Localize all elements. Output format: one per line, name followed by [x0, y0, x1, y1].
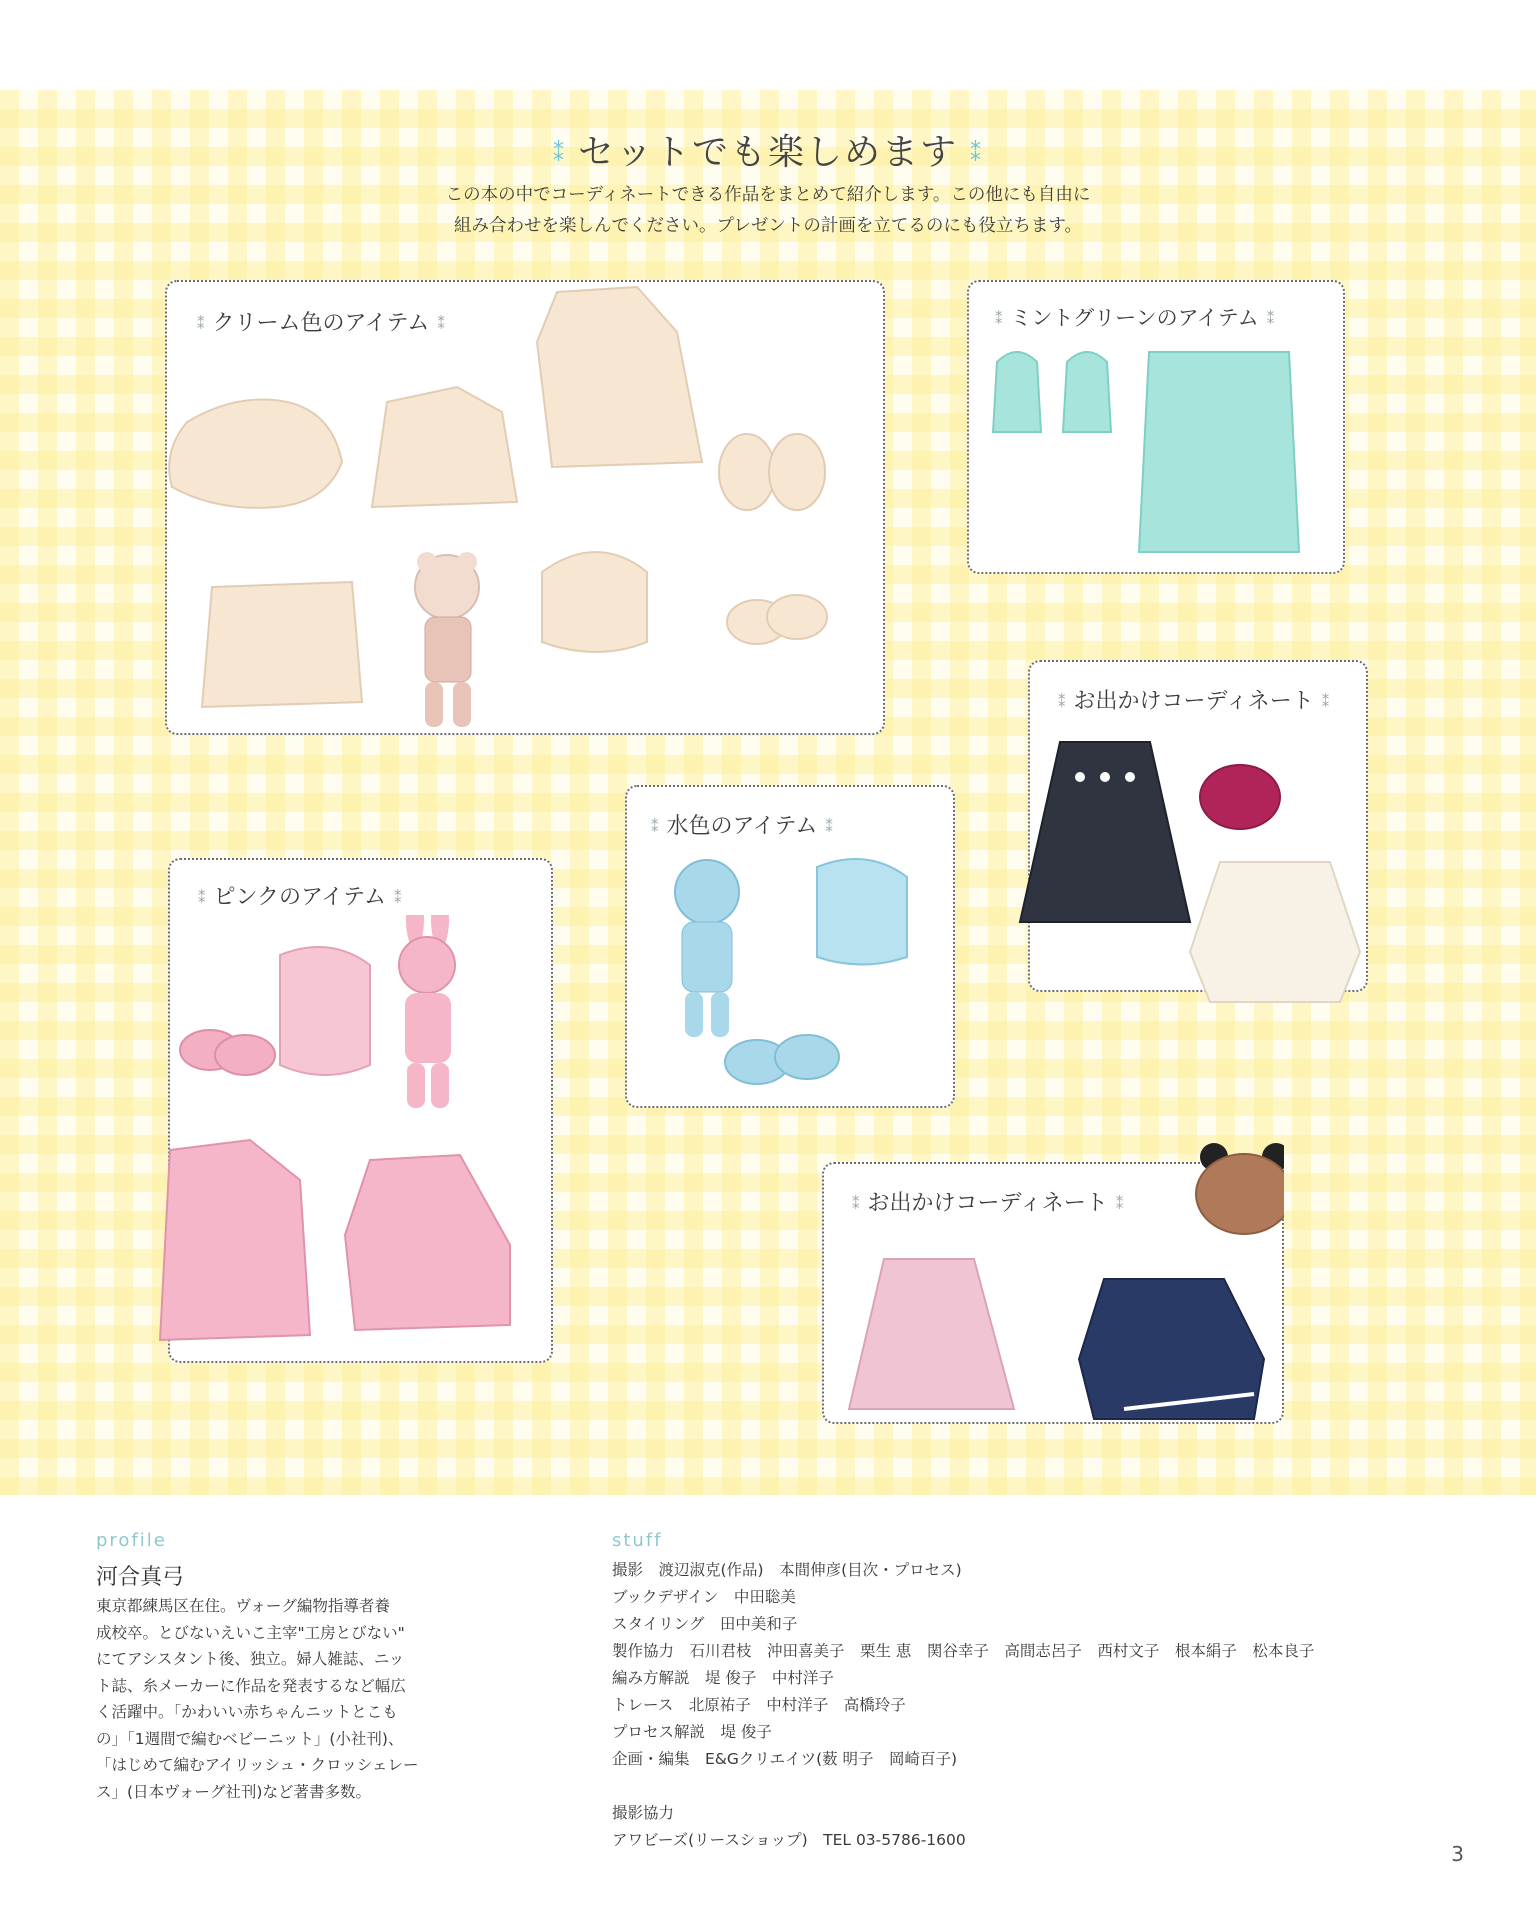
panel-pink-items	[168, 858, 553, 1363]
profile-body	[96, 1593, 441, 1805]
sparkle-icon: ⁑	[1321, 693, 1330, 711]
bunny-toy	[399, 915, 455, 1108]
outing2-items-illustration	[824, 1139, 1284, 1424]
aqua-booties	[775, 1035, 839, 1079]
page-title	[0, 124, 1536, 175]
sparkle-icon: ⁑	[393, 889, 402, 907]
sparkle-icon: ⁑	[1115, 1195, 1124, 1213]
cream-cardigan	[1190, 862, 1360, 1002]
intro-line: 組み合わせを楽しんでください。プレゼントの計画を立てるのにも役立ちます。	[454, 216, 1082, 236]
mint-mitten	[1063, 352, 1111, 432]
pink-jumper-dress	[849, 1259, 1014, 1409]
page-number: 3	[1451, 1842, 1464, 1866]
cream-booties	[767, 595, 827, 639]
bear-toy	[415, 552, 479, 727]
sparkle-icon: ⁑	[552, 141, 566, 167]
intro-text	[0, 180, 1536, 242]
stuff-heading: stuff	[612, 1530, 663, 1551]
profile-line: く活躍中。「かわいい赤ちゃんニットとこも	[96, 1703, 398, 1721]
profile-line: 東京都練馬区在住。ヴォーグ編物指導者養	[96, 1597, 390, 1615]
panel-outing-coordinate-1	[1028, 660, 1368, 992]
panel-title	[987, 302, 1282, 332]
credit-line: 企画・編集 E&Gクリエイツ(薮 明子 岡崎百子)	[612, 1750, 958, 1768]
credit-line: 製作協力 石川君枝 沖田喜美子 栗生 恵 関谷幸子 高間志呂子 西村文子 根本絹子 松本良子	[612, 1642, 1315, 1660]
profile-line: ト誌、糸メーカーに作品を発表するなど幅広	[96, 1676, 406, 1695]
cat-toy	[675, 860, 739, 1037]
cream-bonnet	[542, 552, 647, 652]
sparkle-icon: ⁑	[198, 889, 206, 907]
panel-cream-items	[165, 280, 885, 735]
credit-line	[612, 1773, 1492, 1800]
credit-line: 撮影 渡辺淑克(作品) 本間伸彦(目次・プロセス)	[612, 1561, 962, 1579]
sparkle-icon: ⁑	[437, 315, 445, 333]
panel-title-text: お出かけコーディネート	[867, 1191, 1108, 1216]
panel-title-text: ピンクのアイテム	[213, 885, 386, 910]
mint-vest	[1139, 352, 1299, 552]
credit-line: ブックデザイン 中田聡美	[612, 1588, 796, 1606]
profile-line: の」「1週間で編むベビーニット」(小社刊)、	[96, 1729, 404, 1748]
cream-capelet	[169, 400, 342, 508]
pink-dress	[345, 1155, 510, 1330]
panel-title-text: ミントグリーンのアイテム	[1010, 306, 1259, 330]
profile-line: にてアシスタント後、独立。婦人雑誌、ニッ	[96, 1650, 405, 1668]
sparkle-icon: ⁑	[651, 818, 659, 836]
panel-title	[190, 880, 409, 911]
panel-title	[1050, 684, 1337, 715]
panel-title-text: お出かけコーディネート	[1073, 689, 1314, 714]
credit-line: 編み方解説 堤 俊子 中村洋子	[612, 1669, 834, 1687]
pink-bonnet	[280, 947, 370, 1075]
credit-line: アワビーズ(リースショップ) TEL 03-5786-1600	[612, 1831, 966, 1849]
mint-mitten	[993, 352, 1041, 432]
aqua-bonnet	[817, 859, 907, 965]
profile-heading: profile	[96, 1530, 167, 1551]
sparkle-icon: ⁑	[852, 1195, 860, 1213]
panel-title-text: クリーム色のアイテム	[212, 311, 430, 336]
navy-dress	[1020, 742, 1190, 922]
outing1-items-illustration	[990, 722, 1410, 1022]
cream-items-illustration	[157, 272, 897, 742]
stuff-credits	[612, 1557, 1492, 1854]
pink-items-illustration	[130, 915, 570, 1385]
mint-items-illustration	[969, 342, 1347, 572]
credit-line: スタイリング 田中美和子	[612, 1615, 798, 1633]
profile-line: 「はじめて編むアイリッシュ・クロッシェレー	[96, 1756, 419, 1774]
cream-gown	[537, 287, 702, 467]
sparkle-icon: ⁑	[1266, 310, 1275, 328]
sparkle-icon: ⁑	[995, 310, 1003, 328]
sparkle-icon: ⁑	[1058, 693, 1066, 711]
bear-ear-hat	[1196, 1143, 1284, 1234]
credit-line: 撮影協力	[612, 1804, 675, 1822]
cream-mittens	[719, 434, 775, 510]
sparkle-icon: ⁑	[970, 141, 983, 167]
cream-dress	[372, 387, 517, 507]
credit-line: プロセス解説 堤 俊子	[612, 1723, 772, 1741]
berry-hat	[1200, 765, 1280, 829]
panel-title-text: 水色のアイテム	[666, 814, 818, 839]
intro-line: この本の中でコーディネートできる作品をまとめて紹介します。この他にも自由に	[445, 185, 1091, 205]
title-text: セットでも楽しめます	[577, 132, 958, 173]
sparkle-icon: ⁑	[197, 315, 205, 333]
panel-aqua-items	[625, 785, 955, 1108]
profile-name: 河合真弓	[96, 1565, 185, 1590]
credit-line: トレース 北原祐子 中村洋子 高橋玲子	[612, 1696, 906, 1714]
pink-gown	[160, 1140, 310, 1340]
cream-vest	[202, 582, 362, 707]
profile-line: 成校卒。とびないえいこ主宰"工房とびない"	[96, 1623, 405, 1642]
pink-booties	[215, 1035, 275, 1075]
profile-line: ス」(日本ヴォーグ社刊)など著書多数。	[96, 1782, 371, 1801]
sparkle-icon: ⁑	[825, 818, 833, 836]
panel-outing-coordinate-2	[822, 1162, 1284, 1424]
cream-mittens	[769, 434, 825, 510]
panel-title	[643, 809, 841, 840]
aqua-items-illustration	[627, 847, 957, 1107]
panel-mint-items	[967, 280, 1345, 574]
